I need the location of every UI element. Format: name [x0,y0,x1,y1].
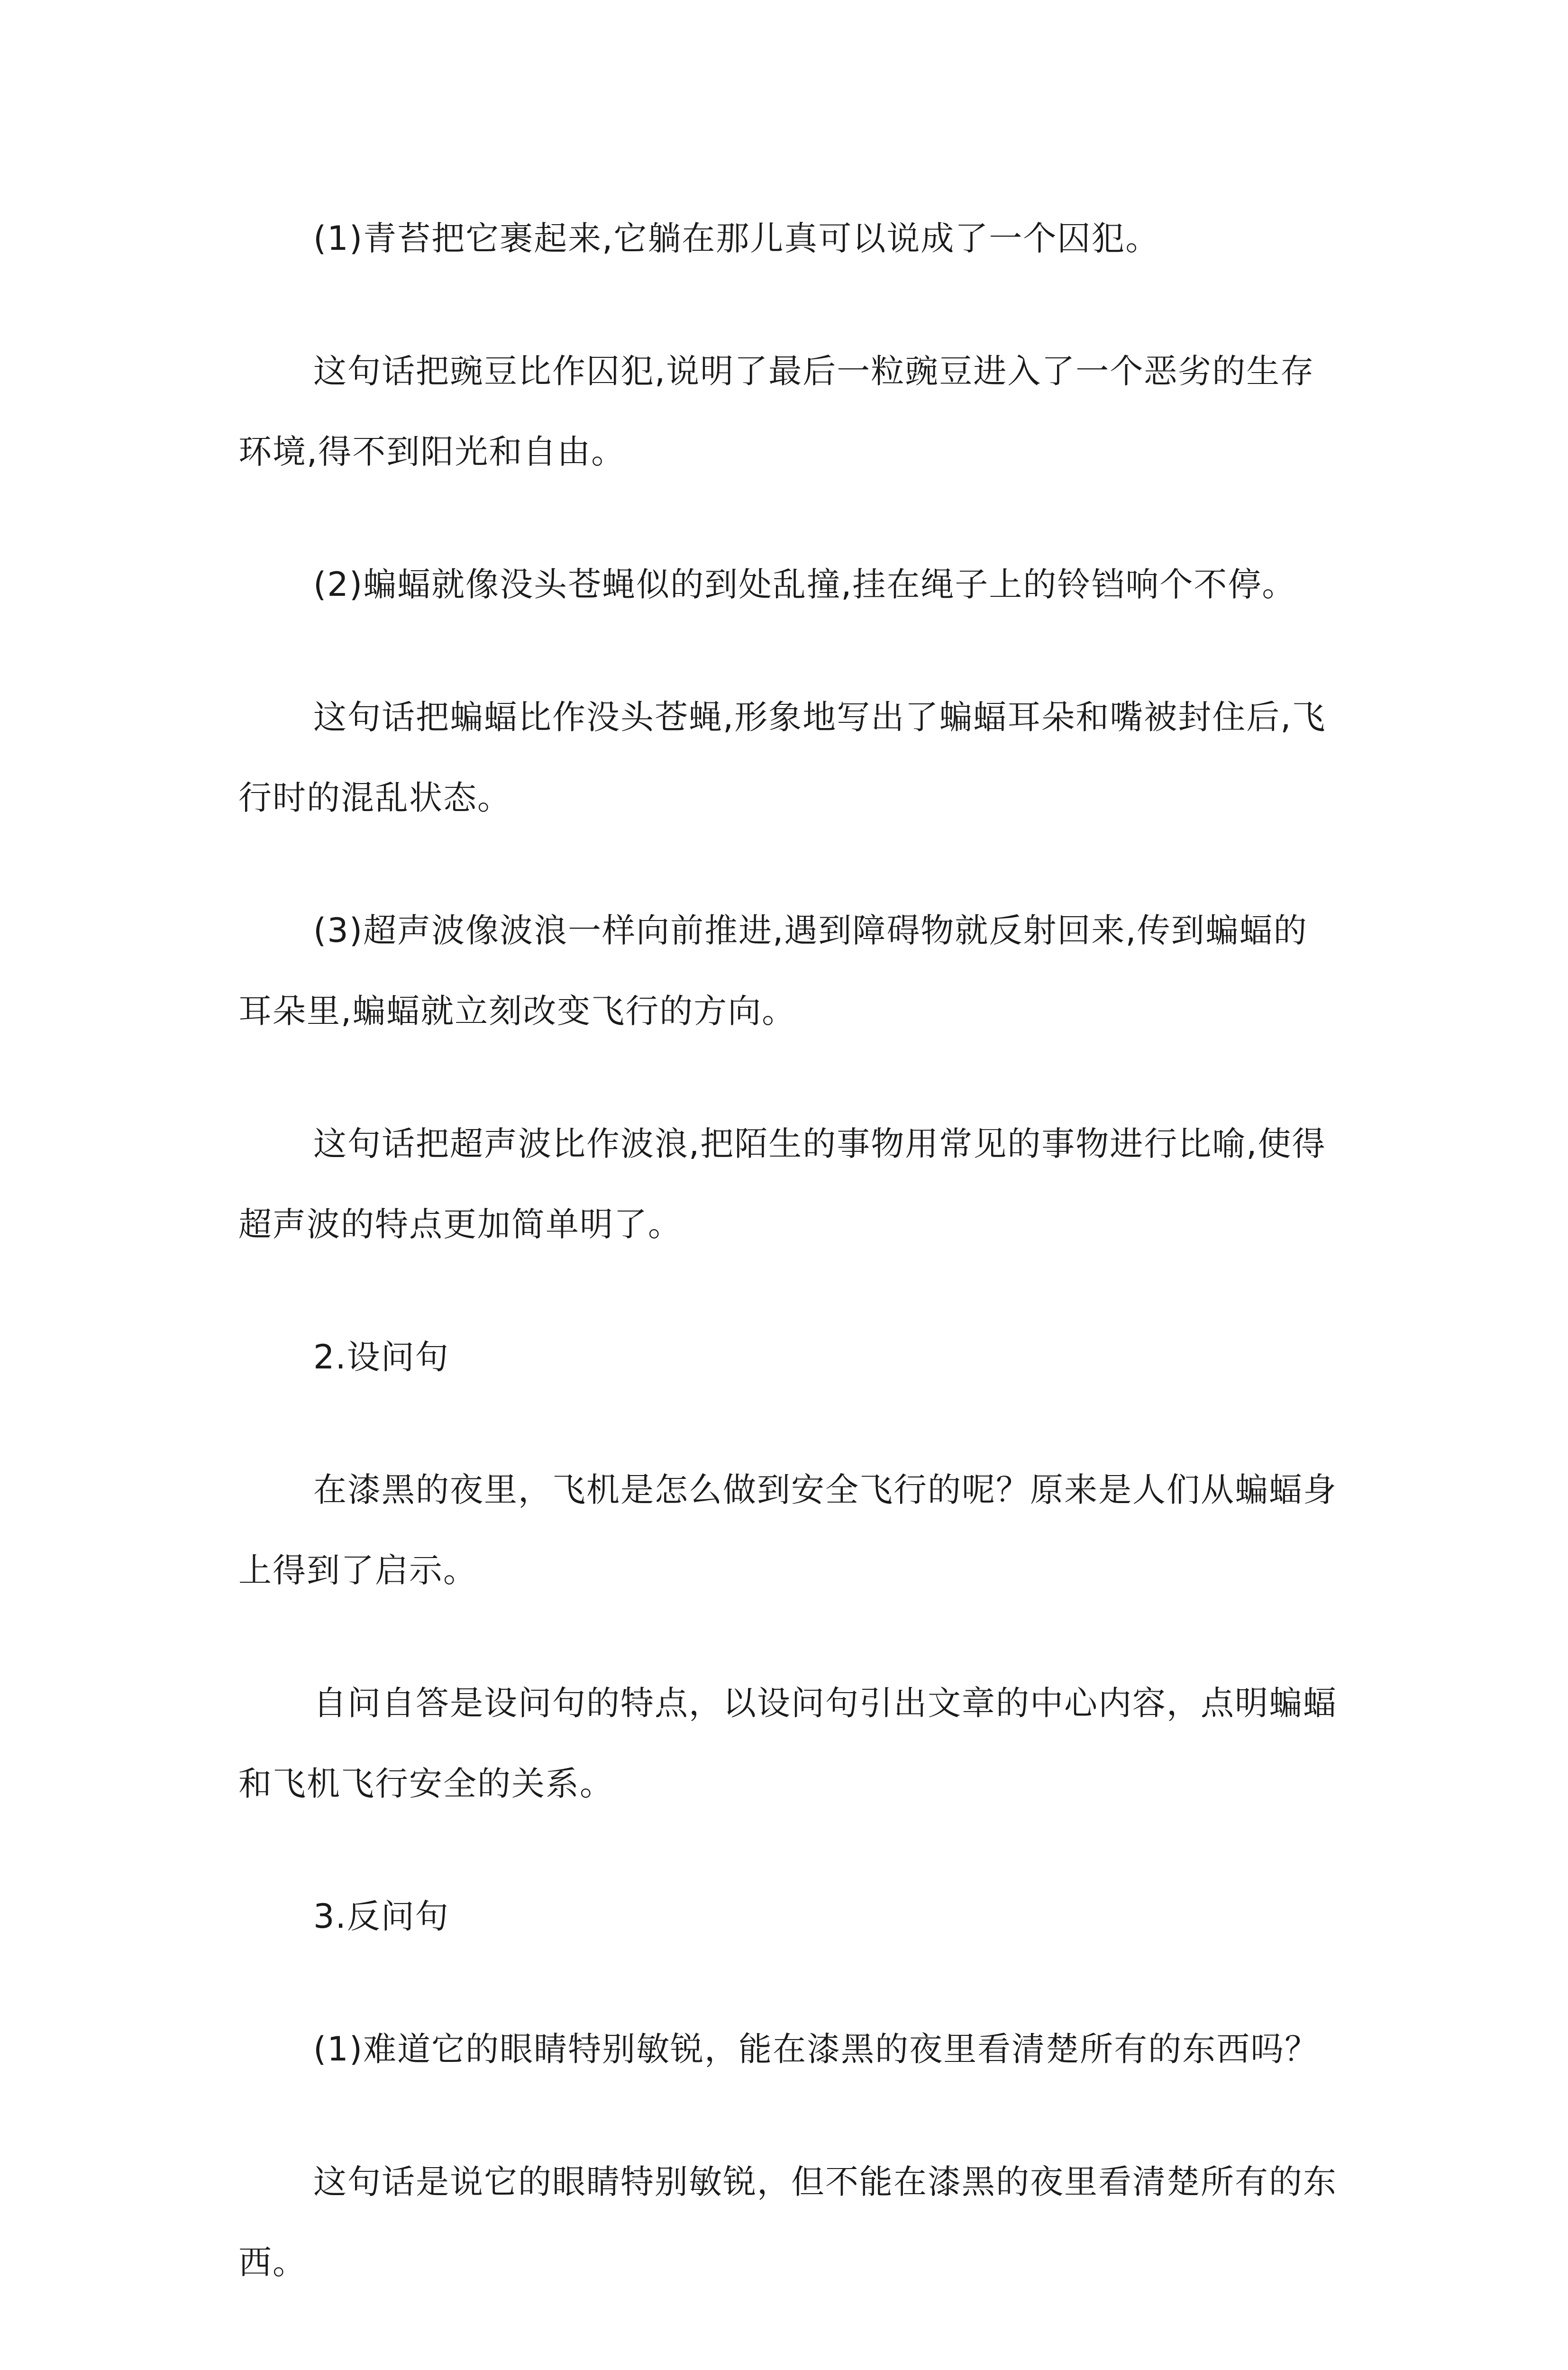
section-heading-rhetorical-question: 2.设问句 [313,1338,449,1376]
paragraph-8: 自问自答是设问句的特点，以设问句引出文章的中心内容，点明蝙蝠和飞机飞行安全的关系。 [238,1684,1337,1803]
paragraph-10: 这句话是说它的眼睛特别敏锐，但不能在漆黑的夜里看清楚所有的东西。 [238,2162,1337,2282]
paragraph-3: (2)蝙蝠就像没头苍蝇似的到处乱撞,挂在绳子上的铃铛响个不停。 [313,565,1296,604]
paragraph-5: (3)超声波像波浪一样向前推进,遇到障碍物就反射回来,传到蝙蝠的耳朵里,蝙蝠就立刻改变飞行的方向。 [238,911,1308,1030]
paragraph-9: (1)难道它的眼睛特别敏锐，能在漆黑的夜里看清楚所有的东西吗？ [313,2030,1319,2069]
paragraph-6: 这句话把超声波比作波浪,把陌生的事物用常见的事物进行比喻,使得超声波的特点更加简单明了。 [238,1124,1326,1244]
document-body [238,198,1340,2370]
section-heading-counter-question: 3.反问句 [313,1897,449,1936]
paragraph-1: (1)青苔把它裹起来,它躺在那儿真可以说成了一个囚犯。 [313,219,1160,258]
paragraph-11 [238,2355,1340,2370]
paragraph-7: 在漆黑的夜里，飞机是怎么做到安全飞行的呢？原来是人们从蝙蝠身上得到了启示。 [238,1470,1337,1590]
paragraph-4: 这句话把蝙蝠比作没头苍蝇,形象地写出了蝙蝠耳朵和嘴被封住后,飞行时的混乱状态。 [238,698,1326,817]
paragraph-2: 这句话把豌豆比作囚犯,说明了最后一粒豌豆进入了一个恶劣的生存环境,得不到阳光和自由。 [238,352,1315,471]
